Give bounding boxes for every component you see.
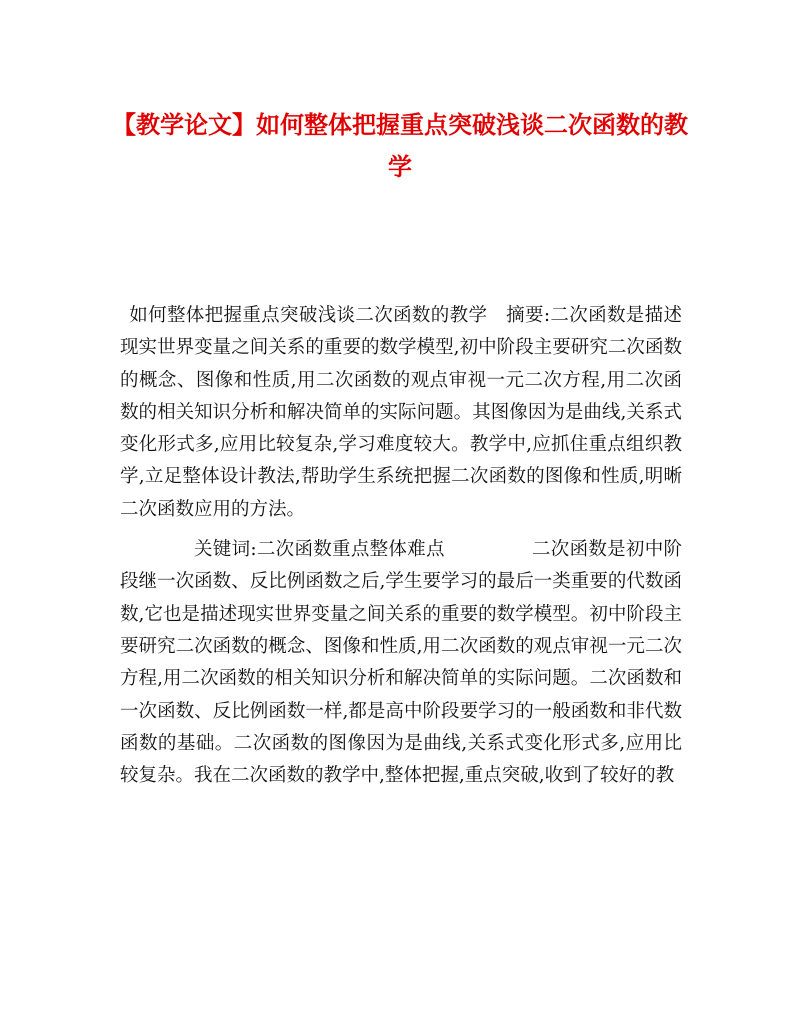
keywords-paragraph (120, 534, 682, 792)
body-text: 二次函数是初中阶段继一次函数、反比例函数之后,学生要学习的最后一类重要的代数函数,它也是描述现实世界变量之间关系的重要的数学模型。初中阶段主要研究二次函数的概念、图像和性质,用二次函数的观点审视一元二次方程,用二次函数的相关知识分析和解决简单的实际问题。二次函数和一次函数、反比例函数一样,都是高中阶段要学习的一般函数和非代数函数的基础。二次函数的图像因为是曲线,关系式变化形式多,应用比较复杂。我在二次函数的教学中,整体把握,重点突破,收到了较好的教 (120, 539, 682, 787)
abstract-text: 摘要:二次函数是描述现实世界变量之间关系的重要的数学模型,初中阶段主要研究二次函数的概念、图像和性质,用二次函数的观点审视一元二次方程,用二次函数的相关知识分析和解决简单的实际问题。其图像因为是曲线,关系式变化形式多,应用比较复杂,学习难度较大。教学中,应抓住重点组织教学,立足整体设计教法,帮助学生系统把握二次函数的图像和性质,明晰二次函数应用的方法。 (120, 305, 682, 520)
document-title: 【教学论文】如何整体把握重点突破浅谈二次函数的教学 (112, 110, 688, 181)
article-heading: 如何整体把握重点突破浅谈二次函数的教学 (129, 305, 488, 326)
keywords-text: 关键词:二次函数重点整体难点 (194, 539, 445, 561)
document-body (120, 300, 682, 800)
abstract-paragraph (120, 300, 682, 526)
